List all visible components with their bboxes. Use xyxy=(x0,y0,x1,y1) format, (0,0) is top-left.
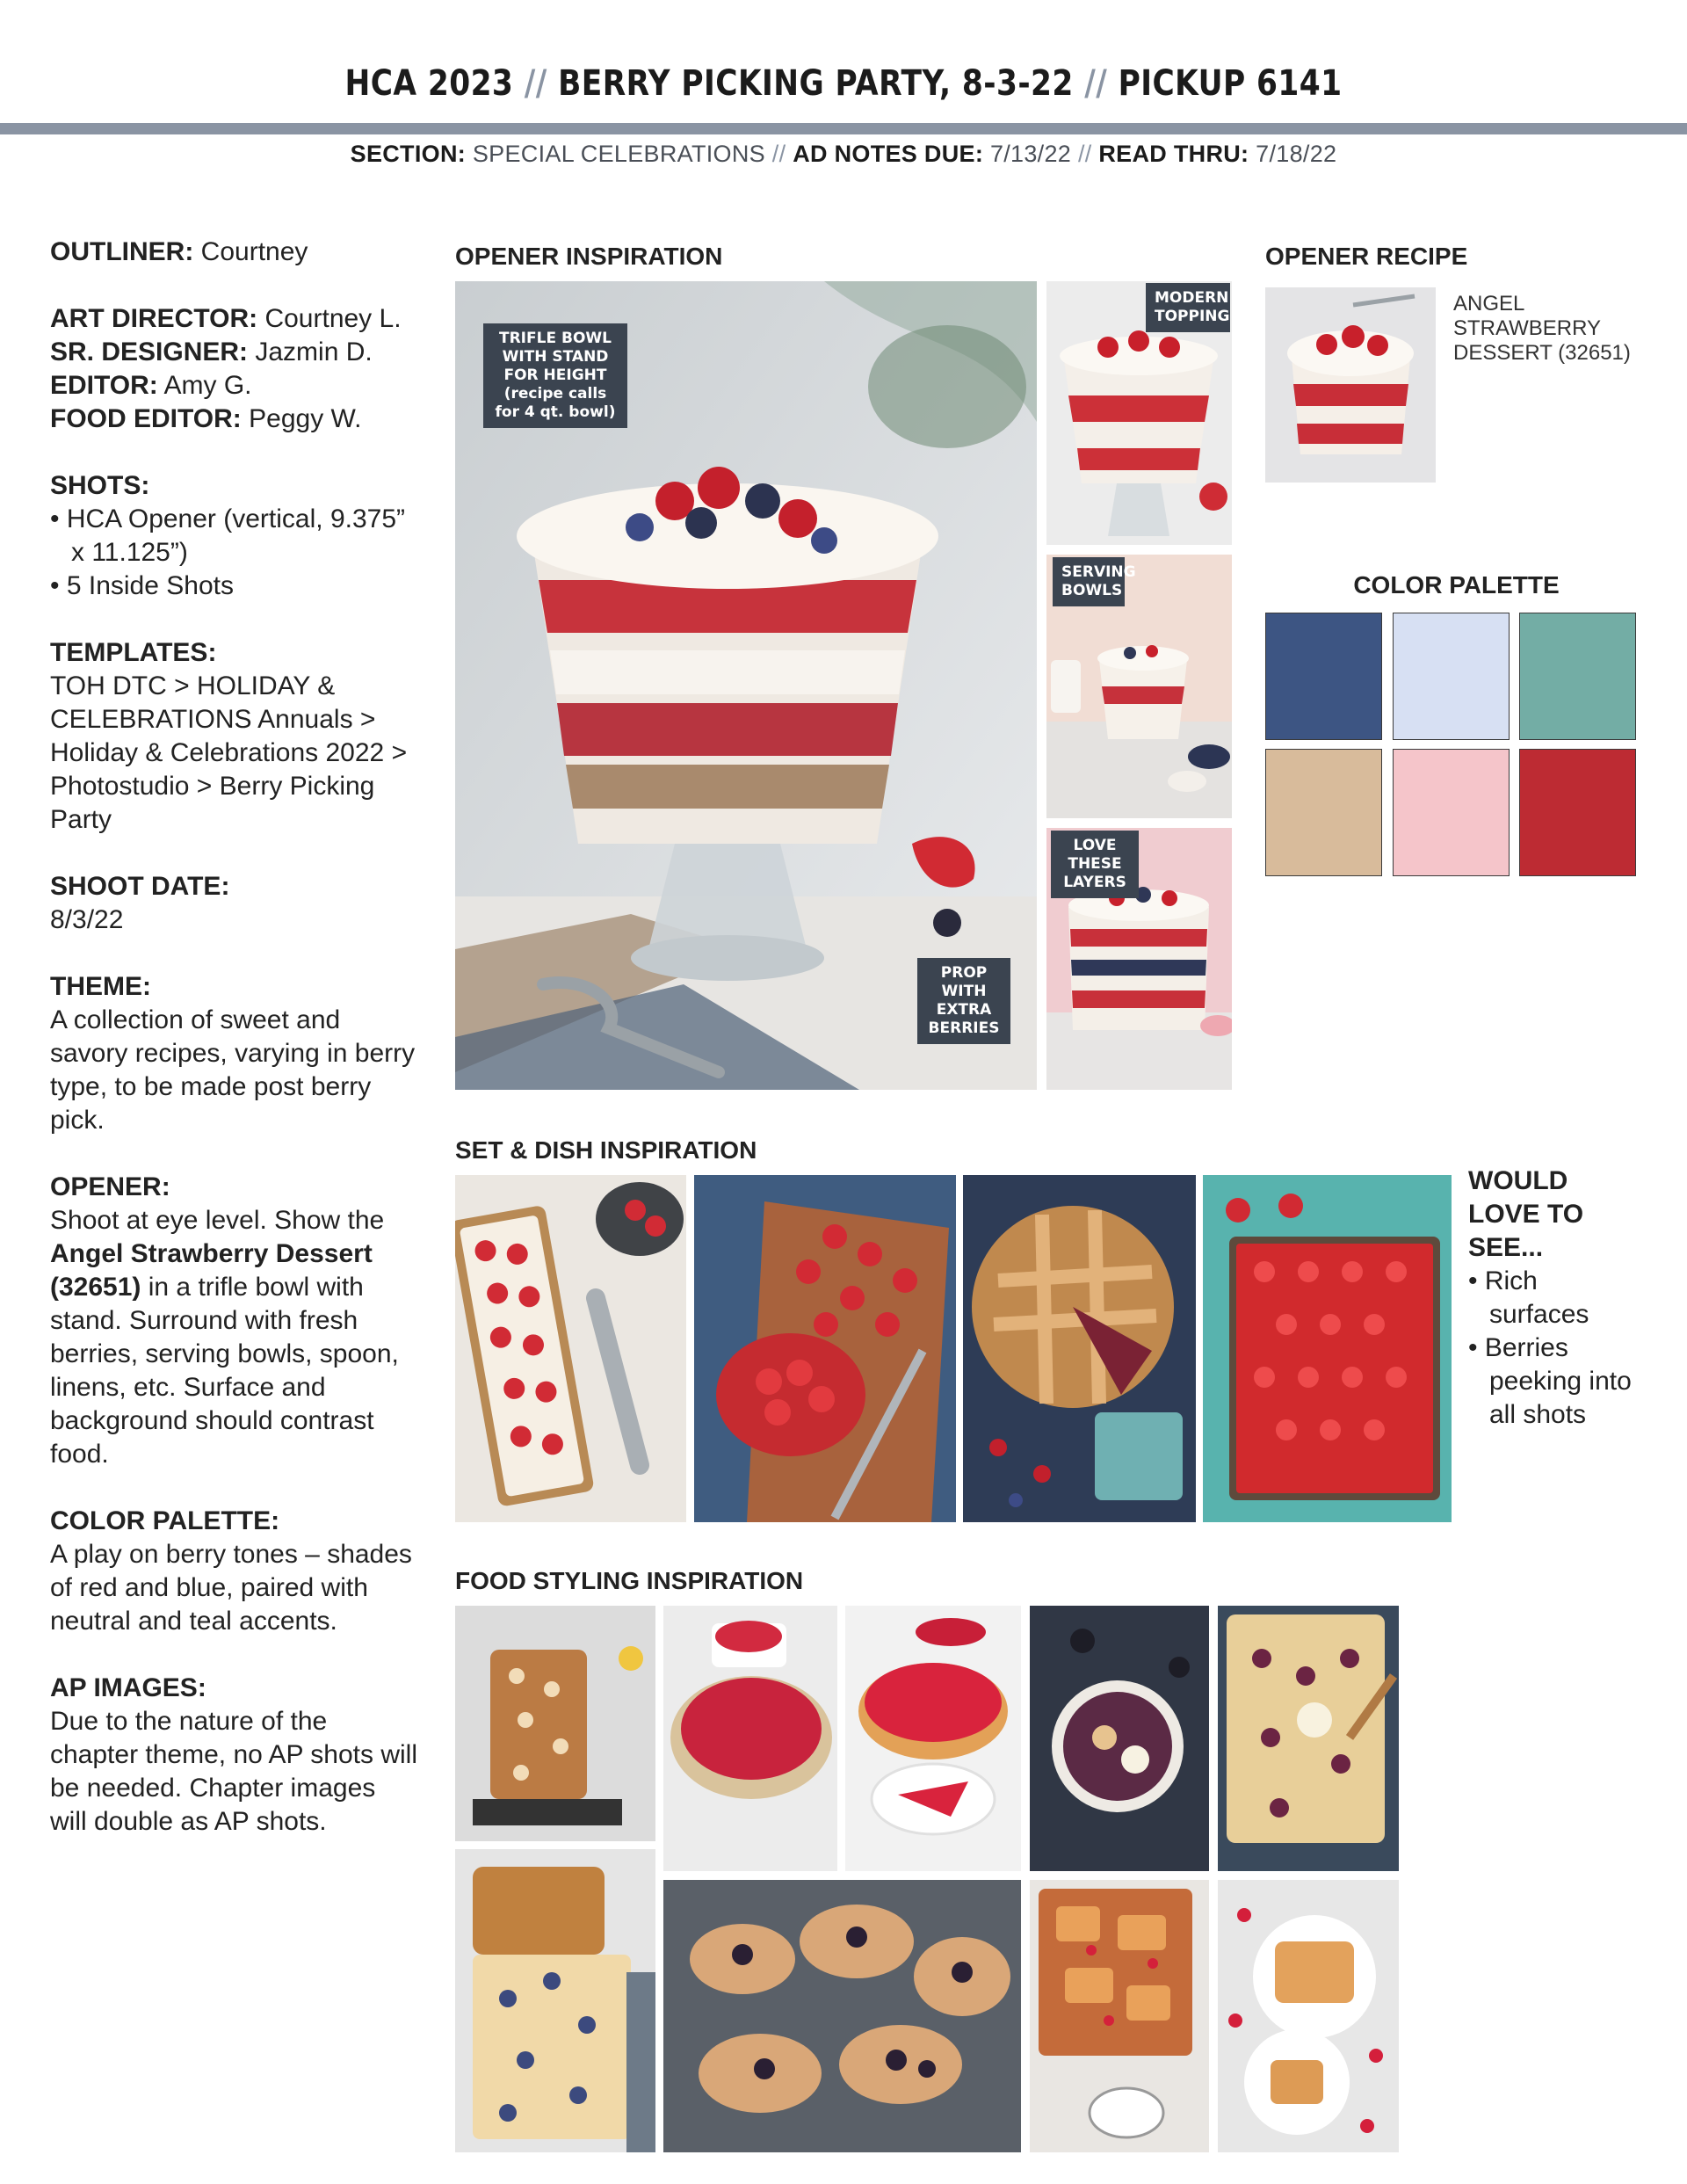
page-title xyxy=(118,63,1568,104)
shots-block xyxy=(50,469,419,603)
subtitle-separator: // xyxy=(1077,141,1092,167)
color-palette-label: COLOR PALETTE xyxy=(1353,571,1560,599)
palette-notes-value: A play on berry tones – shades of red and blue, paired with neutral and teal accents. xyxy=(50,1540,412,1636)
opener-value xyxy=(50,1204,419,1471)
would-love-block xyxy=(1468,1165,1644,1432)
theme-label: THEME: xyxy=(50,972,151,1001)
palette-swatch xyxy=(1265,613,1382,740)
blackberry-cobbler-photo xyxy=(1030,1606,1209,1871)
outliner-value: Courtney xyxy=(200,237,308,266)
opener-recipe-ref: Angel Strawberry Dessert (32651) xyxy=(50,1239,373,1302)
templates-label: TEMPLATES: xyxy=(50,638,217,667)
palette-swatch xyxy=(1265,749,1382,876)
subtitle-separator: // xyxy=(771,141,786,167)
header-rule xyxy=(0,123,1687,134)
sr-designer-label: SR. DESIGNER: xyxy=(50,337,249,366)
opener-inspiration-label: OPENER INSPIRATION xyxy=(455,243,723,270)
templates-value: TOH DTC > HOLIDAY & CELEBRATIONS Annuals > Holiday & Celebrations 2022 > Photostudio > Berry Picking Party xyxy=(50,671,408,834)
read-thru-value: 7/18/22 xyxy=(1256,141,1337,167)
ap-images-label: AP IMAGES: xyxy=(50,1673,206,1702)
raspberry-tart-photo xyxy=(845,1606,1021,1871)
title-part-2: BERRY PICKING PARTY, 8-3-22 xyxy=(558,63,1074,104)
art-director-label: ART DIRECTOR: xyxy=(50,304,258,333)
opener-text: in a trifle bowl with stand. Surround with fresh berries, serving bowls, spoon, linens, etc. Surface and background should contrast food. xyxy=(50,1273,399,1469)
title-separator: // xyxy=(524,63,547,104)
opener-recipe-name: ANGEL STRAWBERRY DESSERT (32651) xyxy=(1453,292,1631,365)
ap-images-value: Due to the nature of the chapter theme, no AP shots will be needed. Chapter images will double as AP shots. xyxy=(50,1707,418,1836)
layers-photo xyxy=(1046,828,1232,1090)
art-director-value: Courtney L. xyxy=(264,304,402,333)
outliner-block xyxy=(50,236,419,269)
french-toast-plate-photo xyxy=(1218,1880,1399,2152)
palette-notes-block xyxy=(50,1505,419,1638)
would-love-item: • Berries peeking into all shots xyxy=(1468,1333,1632,1429)
ad-notes-label: AD NOTES DUE: xyxy=(793,141,984,167)
palette-swatch xyxy=(1393,613,1510,740)
palette-notes-label: COLOR PALETTE: xyxy=(50,1506,280,1535)
opener-recipe-photo xyxy=(1265,287,1436,483)
shots-item: • 5 Inside Shots xyxy=(50,571,234,600)
templates-block xyxy=(50,636,419,837)
blackberry-bake-photo xyxy=(1218,1606,1399,1871)
serving-bowls-photo xyxy=(1046,555,1232,818)
blueberry-bread-photo xyxy=(455,1849,655,2152)
shoot-date-value: 8/3/22 xyxy=(50,905,124,934)
ad-notes-value: 7/13/22 xyxy=(989,141,1072,167)
food-editor-value: Peggy W. xyxy=(249,404,362,433)
modern-topping-tag: MODERN TOPPING xyxy=(1146,283,1230,332)
prop-berries-tag: PROP WITH EXTRA BERRIES xyxy=(917,958,1010,1044)
berry-pie-photo xyxy=(963,1175,1196,1522)
would-love-label: WOULD LOVE TO SEE... xyxy=(1468,1166,1584,1262)
almond-loaf-photo xyxy=(455,1606,655,1841)
set-dish-label: SET & DISH INSPIRATION xyxy=(455,1136,757,1164)
trifle-bowl-tag: TRIFLE BOWL WITH STAND FOR HEIGHT (recipe calls for 4 qt. bowl) xyxy=(483,323,627,428)
french-toast-bake-photo xyxy=(1030,1880,1209,2152)
shoot-date-block xyxy=(50,870,419,937)
sidebar-notes xyxy=(50,236,419,1872)
would-love-item: • Rich surfaces xyxy=(1468,1266,1589,1329)
section-value: SPECIAL CELEBRATIONS xyxy=(472,141,765,167)
opener-text: Shoot at eye level. Show the xyxy=(50,1206,385,1235)
palette-swatch xyxy=(1519,749,1636,876)
blackberry-chicken-photo xyxy=(663,1880,1021,2152)
food-styling-label: FOOD STYLING INSPIRATION xyxy=(455,1567,804,1594)
title-part-3: PICKUP 6141 xyxy=(1118,63,1343,104)
ap-images-block xyxy=(50,1672,419,1839)
subtitle-line xyxy=(0,141,1687,168)
food-editor-label: FOOD EDITOR: xyxy=(50,404,242,433)
palette-swatch xyxy=(1519,613,1636,740)
shots-label: SHOTS: xyxy=(50,471,150,500)
trifle-main-photo xyxy=(455,281,1037,1090)
shoot-date-label: SHOOT DATE: xyxy=(50,872,230,901)
palette-swatch xyxy=(1393,749,1510,876)
raspberry-pie-photo xyxy=(663,1606,837,1871)
editor-label: EDITOR: xyxy=(50,371,158,400)
sr-designer-value: Jazmin D. xyxy=(255,337,373,366)
berry-colander-photo xyxy=(694,1175,956,1522)
outliner-label: OUTLINER: xyxy=(50,237,194,266)
strawberry-sheet-photo xyxy=(1203,1175,1452,1522)
title-part-1: HCA 2023 xyxy=(344,63,514,104)
title-separator: // xyxy=(1084,63,1108,104)
section-label: SECTION: xyxy=(350,141,467,167)
staff-block xyxy=(50,302,419,436)
serving-bowls-tag: SERVING BOWLS xyxy=(1053,557,1125,606)
read-thru-label: READ THRU: xyxy=(1098,141,1249,167)
love-layers-tag: LOVE THESE LAYERS xyxy=(1051,831,1139,898)
opener-recipe-label: OPENER RECIPE xyxy=(1265,243,1468,270)
strawberry-tart-photo xyxy=(455,1175,686,1522)
theme-value: A collection of sweet and savory recipes, varying in berry type, to be made post berry pick. xyxy=(50,1005,416,1135)
modern-topping-photo xyxy=(1046,281,1232,545)
opener-block xyxy=(50,1171,419,1471)
editor-value: Amy G. xyxy=(163,371,252,400)
theme-block xyxy=(50,970,419,1137)
shots-item: • HCA Opener (vertical, 9.375” x 11.125”) xyxy=(50,504,406,567)
opener-label: OPENER: xyxy=(50,1172,170,1201)
